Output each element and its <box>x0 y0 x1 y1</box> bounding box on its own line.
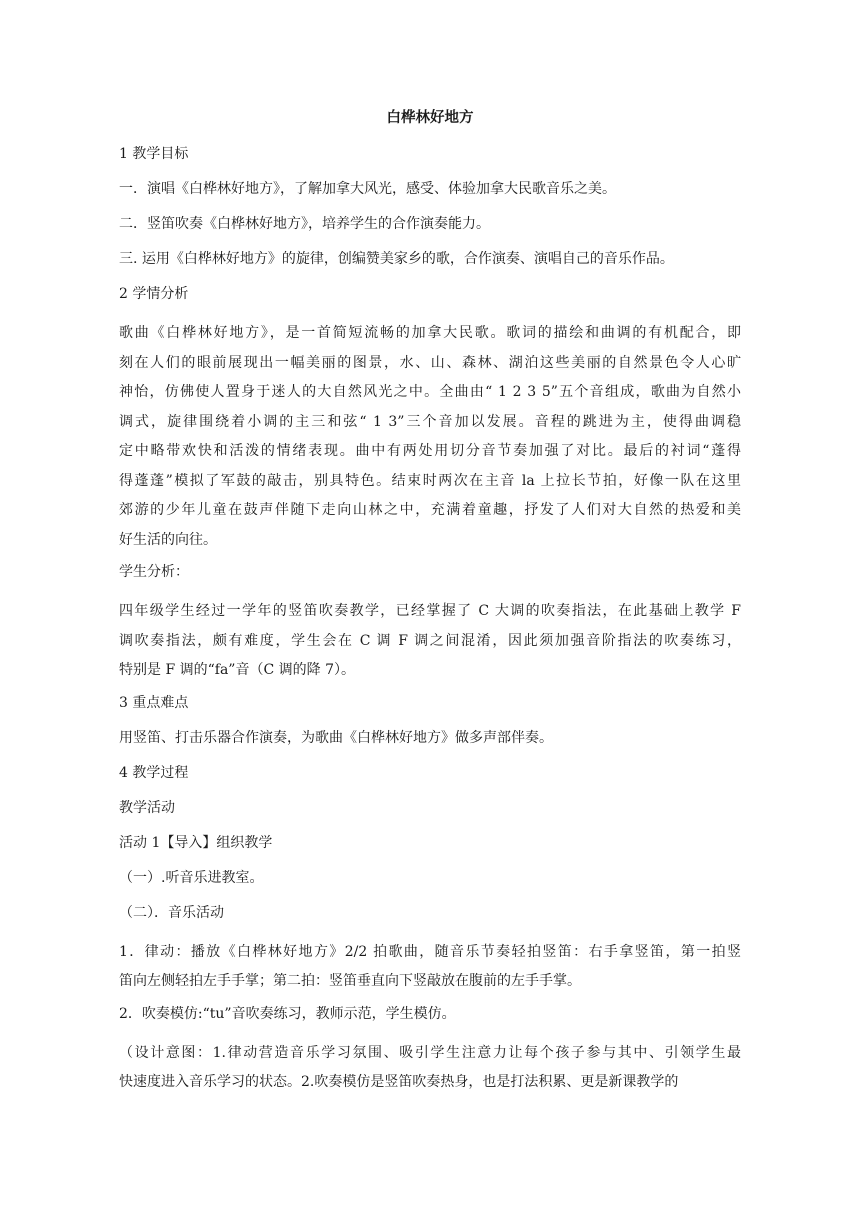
text-line: 用竖笛、打击乐器合作演奏，为歌曲《白桦林好地方》做多声部伴奏。 <box>119 729 553 746</box>
text-line: 4 教学过程 <box>119 764 189 781</box>
document-title: 白桦林好地方 <box>386 109 474 126</box>
text-line: （二）．音乐活动 <box>119 904 224 921</box>
document-body <box>119 144 741 1098</box>
paragraph-line: 笛向左侧轻拍左手手掌；第二拍：竖笛垂直向下竖敲放在腹前的左手手掌。 <box>119 973 581 989</box>
text-line: 教学活动 <box>119 799 175 816</box>
document-page <box>119 108 741 1105</box>
paragraph <box>119 319 741 555</box>
text-line: 3 重点难点 <box>119 694 189 711</box>
paragraph-line: 好生活的向往。 <box>119 531 217 548</box>
paragraph-line: 调吹奏指法，颇有难度，学生会在 C 调 F 调之间混淆，因此须加强音阶指法的吹奏练习， <box>119 632 741 649</box>
paragraph-line: 1．律动：播放《白桦林好地方》2/2 拍歌曲，随音乐节奏轻拍竖笛：右手拿竖笛，第一拍竖 <box>119 943 741 960</box>
paragraph-line: 神怡，仿佛使人置身于迷人的大自然风光之中。全曲由“ 1 2 3 5”五个音组成，歌曲为自然小 <box>119 384 741 400</box>
paragraph <box>119 1039 741 1098</box>
paragraph-line: （设计意图：1.律动营造音乐学习氛围、吸引学生注意力让每个孩子参与其中、引领学生最 <box>119 1044 741 1061</box>
paragraph-line: 特别是 F 调的“fa”音（C 调的降 7）。 <box>119 662 355 678</box>
text-line: 学生分析： <box>119 564 189 580</box>
paragraph-line: 刻在人们的眼前展现出一幅美丽的图景，水、山、森林、湖泊这些美丽的自然景色令人心旷 <box>119 354 741 371</box>
paragraph <box>119 597 741 686</box>
text-line: 二．竖笛吹奏《白桦林好地方》，培养学生的合作演奏能力。 <box>119 216 490 232</box>
text-line: 活动 1【导入】组织教学 <box>119 834 273 851</box>
paragraph <box>119 938 741 997</box>
paragraph-line: 歌曲《白桦林好地方》，是一首简短流畅的加拿大民歌。歌词的描绘和曲调的有机配合，即 <box>119 325 741 341</box>
text-line: 三. 运用《白桦林好地方》的旋律，创编赞美家乡的歌，合作演奏、演唱自己的音乐作品。 <box>119 251 674 267</box>
text-line: 1 教学目标 <box>119 146 189 162</box>
text-line: 一．演唱《白桦林好地方》，了解加拿大风光，感受、体验加拿大民歌音乐之美。 <box>119 181 616 197</box>
paragraph-line: 定中略带欢快和活泼的情绪表现。曲中有两处用切分音节奏加强了对比。最后的衬词“蓬得 <box>119 443 741 459</box>
paragraph-line: 快速度进入音乐学习的状态。2.吹奏模仿是竖笛吹奏热身，也是打法积累、更是新课教学的 <box>119 1074 679 1090</box>
text-line: 2．吹奏模仿:“tu”音吹奏练习，教师示范，学生模仿。 <box>119 1005 456 1022</box>
text-line: 2 学情分析 <box>119 286 189 302</box>
paragraph-line: 四年级学生经过一学年的竖笛吹奏教学，已经掌握了 C 大调的吹奏指法，在此基础上教学 F <box>119 603 741 619</box>
text-line: （一）.听音乐进教室。 <box>119 869 264 886</box>
paragraph-line: 得蓬蓬”模拟了军鼓的敲击，别具特色。结束时两次在主音 la 上拉长节拍，好像一队在这里 <box>119 472 741 489</box>
paragraph-line: 调式，旋律围绕着小调的主三和弦“ 1 3”三个音加以发展。音程的跳进为主，使得曲调稳 <box>119 413 741 430</box>
paragraph-line: 郊游的少年儿童在鼓声伴随下走向山林之中，充满着童趣，抒发了人们对大自然的热爱和美 <box>119 502 741 518</box>
